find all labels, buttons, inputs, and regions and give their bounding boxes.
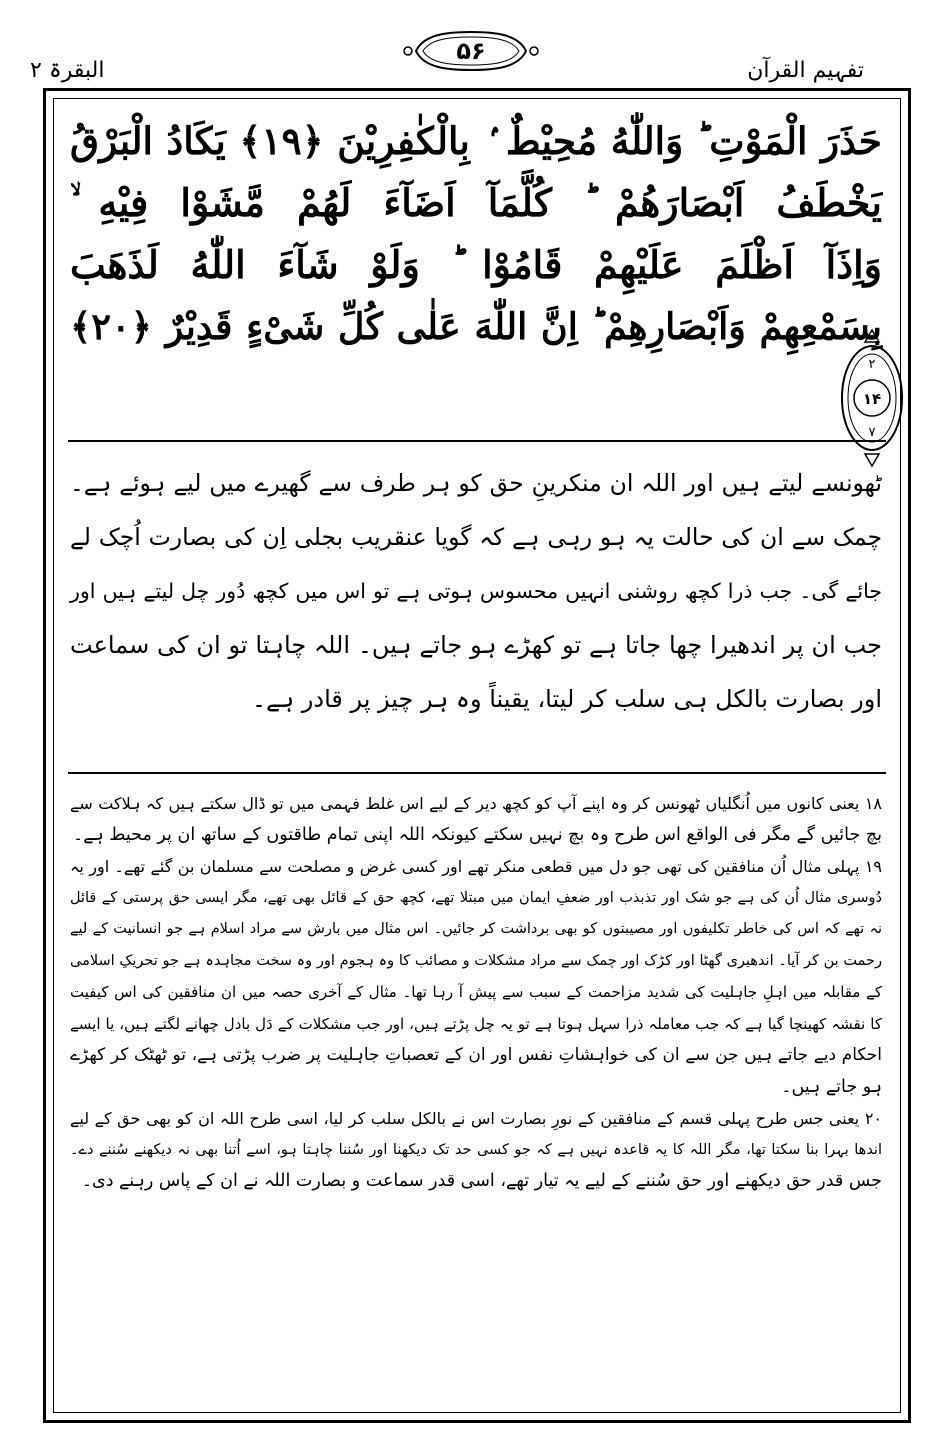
section-divider xyxy=(68,440,886,442)
page-number-badge xyxy=(396,28,546,74)
book-title: تفہیم القرآن xyxy=(747,58,864,83)
page-number: ۵۶ xyxy=(456,37,486,65)
translation-line: جائے گی۔ جب ذرا کچھ روشنی انہیں محسوس ہوتی ہے تو اس میں کچھ دُور چل لیتے ہیں اور xyxy=(70,579,882,603)
section-divider xyxy=(68,772,886,774)
translation-line: ٹھونسے لیتے ہیں اور اللہ ان منکرینِ حق کو ہر طرف سے گھیرے میں لیے ہوئے ہے۔ xyxy=(70,469,882,497)
ruku-marker-bottom: ۷ xyxy=(868,425,876,440)
footnote-19 xyxy=(70,851,882,1103)
note-line: دُوسری مثال اُن کی ہے جو شک اور تذبذب اور ضعفِ ایمان میں مبتلا تھے، کچھ حق کے قائل بھی تھے، مگر ایسی حق پرستی کے قائل xyxy=(70,889,882,906)
surah-title: البقرۃ ۲ xyxy=(30,58,105,83)
note-line: کے مقابلہ میں اہلِ جاہلیت کی شدید مزاحمت کے سبب سے پیش آ رہا تھا۔ مثال کے آخری حصہ میں ان منافقین کی اس کیفیت xyxy=(70,983,882,1001)
note-line: ۱۹ پہلی مثال اُن منافقین کی تھی جو دل میں قطعی منکر تھے اور کسی غرض و مصلحت سے مسلمان بن گئے تھے۔ اور یہ xyxy=(70,857,882,876)
footnote-18 xyxy=(70,788,882,851)
footnote-20 xyxy=(70,1103,882,1198)
arabic-verses xyxy=(70,110,882,358)
ruku-marker-top: ۲ xyxy=(868,357,876,372)
note-line: ۲۰ یعنی جس طرح پہلی قسم کے منافقین کے نورِ بصارت اس نے بالکل سلب کر لیا، اسی طرح اللہ ان کو بھی حق کے لیے xyxy=(70,1109,882,1128)
note-line: اندھا بہرا بنا سکتا تھا، مگر اللہ کا یہ قاعدہ نہیں ہے کہ جو کسی حد تک دیکھنا اور سُننا چاہتا ہو، اسے اُتنا بھی نہ دیکھنے سُننے دے۔ xyxy=(70,1141,882,1158)
translation-line: جب ان پر اندھیرا چھا جاتا ہے تو کھڑے ہو جاتے ہیں۔ اللہ چاہتا تو ان کی سماعت xyxy=(70,631,882,659)
ruku-marker-middle: ۱۴ xyxy=(862,390,882,408)
translation-line: چمک سے ان کی حالت یہ ہو رہی ہے کہ گویا عنقریب بجلی اِن کی بصارت اُچک لے xyxy=(70,523,882,551)
translation-line: اور بصارت بالکل ہی سلب کر لیتا، یقیناً وہ ہر چیز پر قادر ہے۔ xyxy=(251,685,882,713)
note-line: کا نقشہ کھینچا گیا ہے کہ جب معاملہ ذرا سہل ہوتا ہے تو یہ چل پڑتے ہیں، اور جب مشکلات کے دَل بادل چھانے لگتے ہیں، یا ایسے xyxy=(70,1014,882,1033)
note-line: ۱۸ یعنی کانوں میں اُنگلیاں ٹھونس کر وہ اپنے آپ کو کچھ دیر کے لیے اس غلط فہمی میں تو ڈال سکتے ہیں کہ ہلاکت سے xyxy=(70,794,882,813)
note-line: رحمت بن کر آیا۔ اندھیری گھٹا اور کڑک اور چمک سے مراد مشکلات و مصائب کا وہ ہجوم اور وہ سخت مجاہدہ ہے جو تحریکِ اسلامی xyxy=(70,952,882,969)
verse-line: حَذَرَ الْمَوْتِ ؕ وَاللّٰهُ مُحِيْطٌ ۢ بِالْكٰفِرِيْنَ ﴿۱۹﴾ يَكَادُ الْبَرْقُ xyxy=(70,119,882,163)
verse-line: بِسَمْعِهِمْ وَاَبْصَارِهِمْ ؕ اِنَّ اللّٰهَ عَلٰى كُلِّ شَىْءٍ قَدِيْرٌ ﴿۲۰﴾ xyxy=(70,305,882,348)
note-line: نہ تھے کہ اس کی خاطر تکلیفوں اور مصیبتوں کو بھی برداشت کر جائیں۔ اس مثال میں بارش سے مراد اسلام ہے جو انسانیت کے لیے xyxy=(70,921,882,937)
urdu-translation xyxy=(70,456,882,726)
verse-line: يَخْطَفُ اَبْصَارَهُمْ ؕ كُلَّمَآ اَضَآءَ لَهُمْ مَّشَوْا فِيْهِ ۙ xyxy=(70,180,882,225)
note-line: جس قدر حق دیکھنے اور حق سُننے کے لیے یہ تیار تھے، اسی قدر سماعت و بصارت اللہ نے ان کے پاس رہنے دی۔ xyxy=(81,1171,882,1191)
note-line: ہو جاتے ہیں۔ xyxy=(781,1076,882,1097)
verse-line: وَاِذَآ اَظْلَمَ عَلَيْهِمْ قَامُوْا ؕ وَلَوْ شَآءَ اللّٰهُ لَذَهَبَ xyxy=(70,242,882,287)
note-line: بچ جائیں گے مگر فی الواقع اس طرح وہ بچ نہیں سکتے کیونکہ اللہ اپنی تمام طاقتوں کے ساتھ ان پر محیط ہے۔ xyxy=(72,824,882,845)
tafseer-notes xyxy=(70,788,882,1198)
note-line: احکام دیے جاتے ہیں جن سے ان کی خواہشاتِ نفس اور ان کے تعصباتِ جاہلیت پر ضرب پڑتی ہے، تو ٹھٹک کر کھڑے xyxy=(70,1045,882,1065)
